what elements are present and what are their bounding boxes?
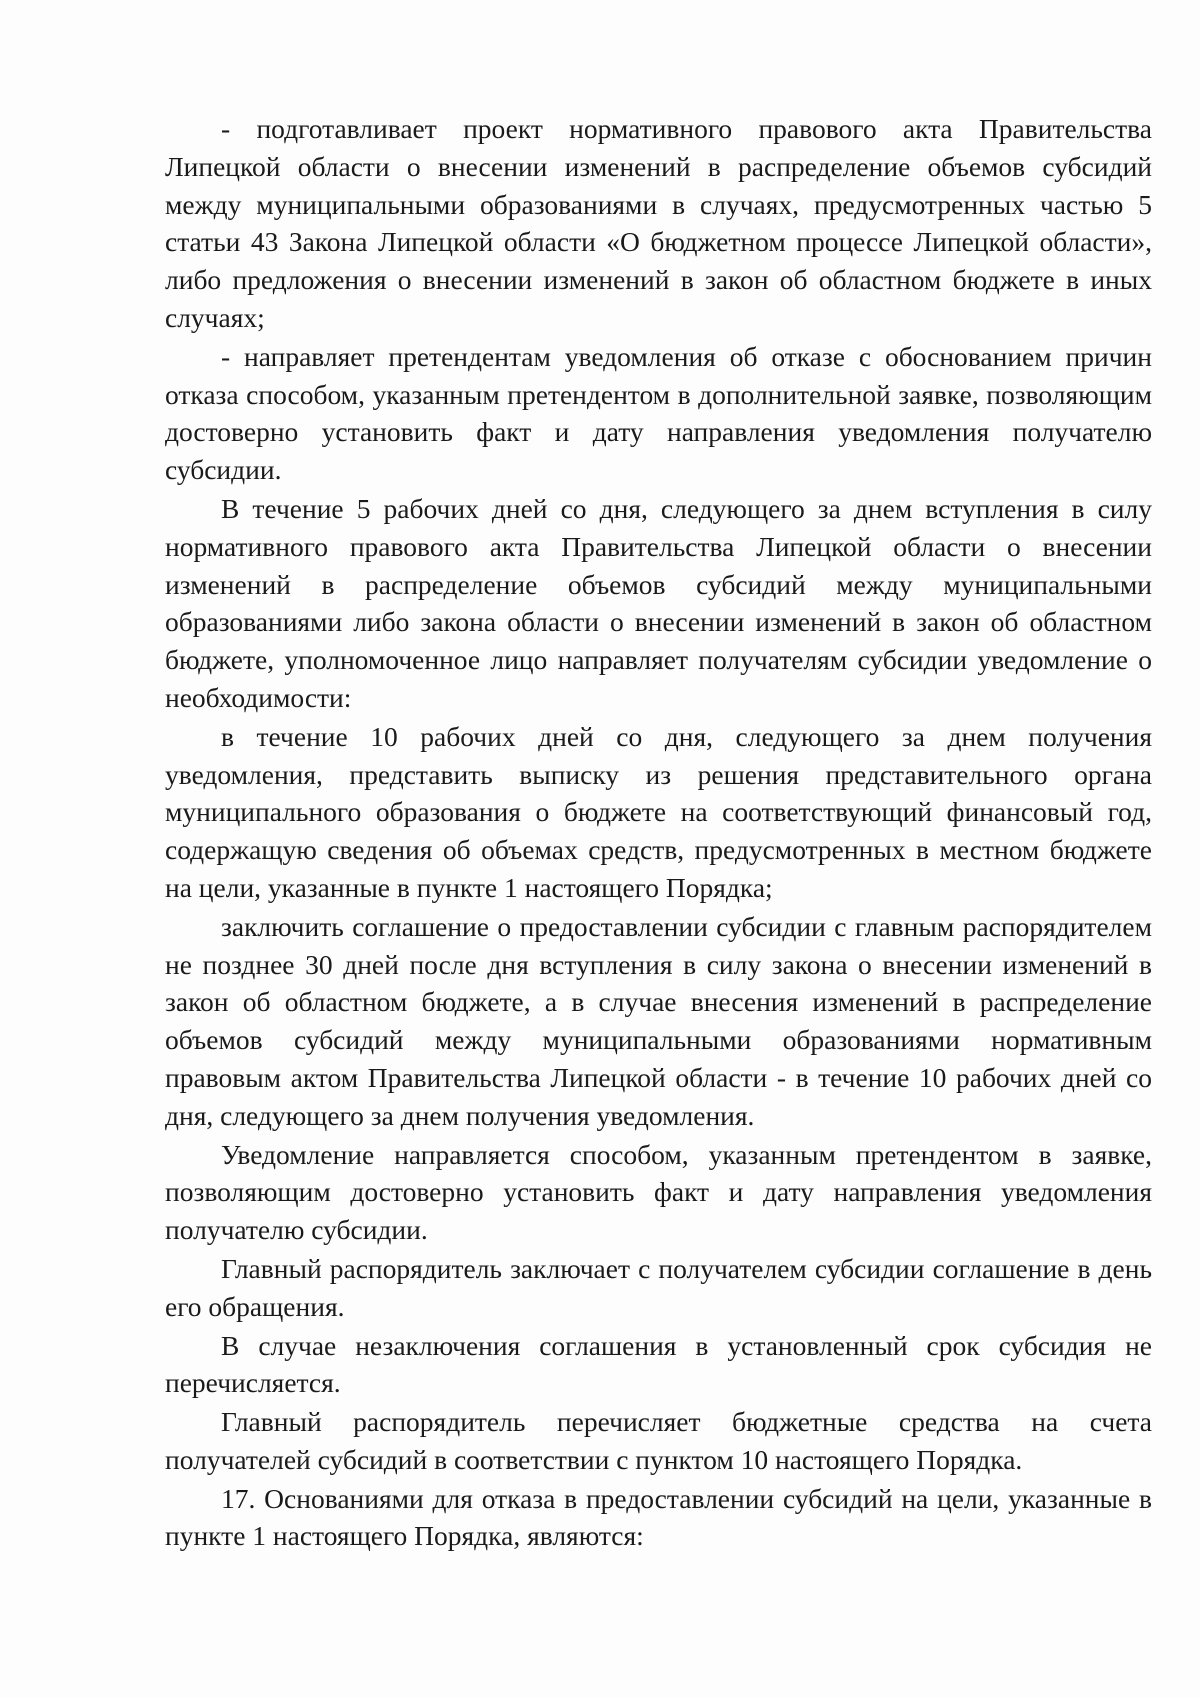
paragraph-within-5-days: В течение 5 рабочих дней со дня, следующего за днем вступления в силу нормативного правового акта Правительства Липецкой области о внесении изменений в распределение объемов субсидий между муниципальными образованиями либо закона области о внесении изменений в закон об областном бюджете, уполномоченное лицо направляет получателям субсидии уведомление о необходимости: [165,492,1152,713]
paragraph-send-refusal-notice: - направляет претендентам уведомления об отказе с обоснованием причин отказа способом, указанным претендентом в дополнительной заявке, позволяющим достоверно установить факт и дату направления уведомления получателю субсидии. [165,340,1152,486]
paragraph-within-10-days-extract: в течение 10 рабочих дней со дня, следующего за днем получения уведомления, представить выписку из решения представительного органа муниципального образования о бюджете на соответствующий финансовый год, содержащую сведения об объемах средств, предусмотренных в местном бюджете на цели, указанные в пункте 1 настоящего Порядка; [165,720,1152,903]
paragraph-prepare-draft-act: - подготавливает проект нормативного правового акта Правительства Липецкой области о внесении изменений в распределение объемов субсидий между муниципальными образованиями в случаях, предусмотренных частью 5 статьи 43 Закона Липецкой области «О бюджетном процессе Липецкой области», либо предложения о внесении изменений в закон об областном бюджете в иных случаях; [165,113,1152,333]
document-body [165,110,1152,1555]
paragraph-agreement-on-request-day: Главный распорядитель заключает с получателем субсидии соглашение в день его обращения. [165,1252,1152,1322]
paragraph-notice-method: Уведомление направляется способом, указанным претендентом в заявке, позволяющим достоверно установить факт и дату направления уведомления получателю субсидии. [165,1138,1152,1246]
paragraph-item-17: 17. Основаниями для отказа в предоставлении субсидий на цели, указанные в пункте 1 настоящего Порядка, являются: [165,1482,1152,1552]
paragraph-conclude-agreement: заключить соглашение о предоставлении субсидии с главным распорядителем не позднее 30 дней после дня вступления в силу закона о внесении изменений в закон об областном бюджете, а в случае внесения изменений в распределение объемов субсидий между муниципальными образованиями нормативным правовым актом Правительства Липецкой области - в течение 10 рабочих дней со дня, следующего за днем получения уведомления. [165,910,1152,1131]
paragraph-transfer-funds: Главный распорядитель перечисляет бюджетные средства на счета получателей субсидий в соответствии с пунктом 10 настоящего Порядка. [165,1406,1152,1475]
paragraph-no-transfer: В случае незаключения соглашения в установленный срок субсидия не перечисляется. [165,1329,1152,1399]
